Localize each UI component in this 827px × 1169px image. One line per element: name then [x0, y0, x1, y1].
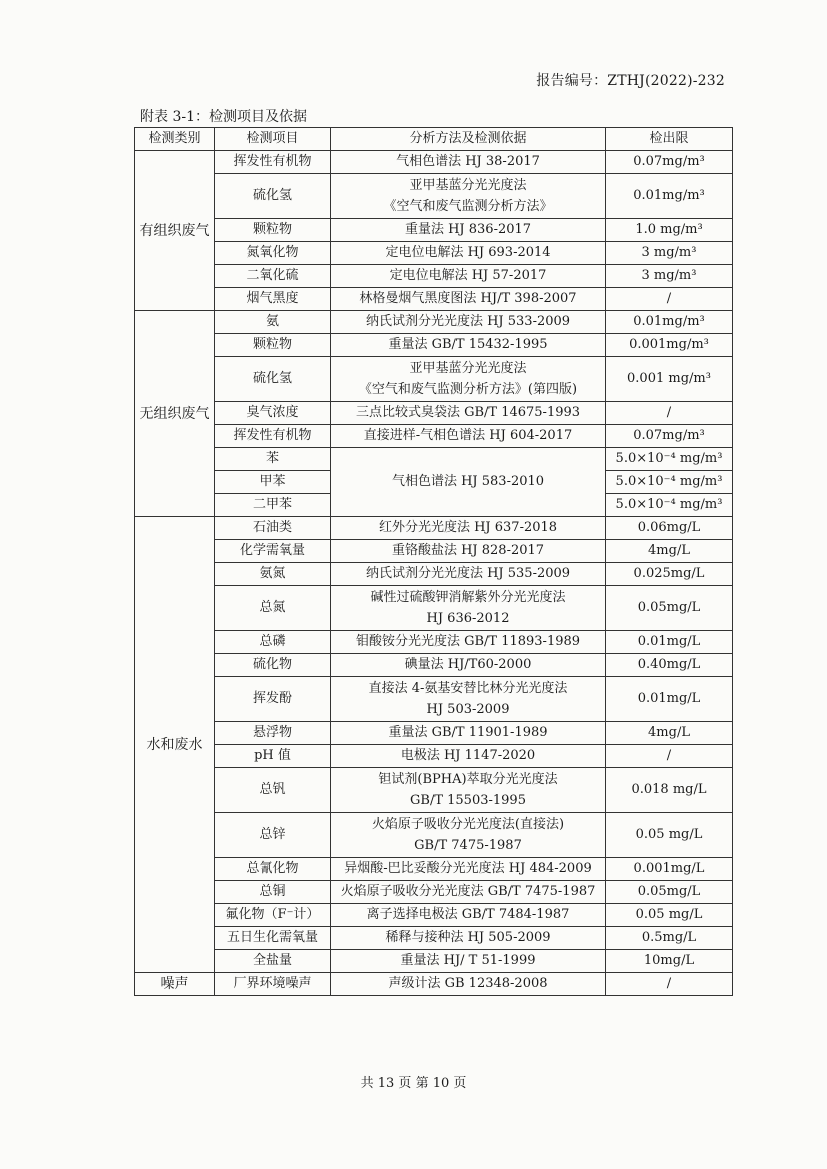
- limit-cell: 0.05 mg/L: [606, 813, 733, 858]
- limit-cell: /: [606, 745, 733, 768]
- table-row: [135, 402, 733, 425]
- item-cell: 总氰化物: [215, 858, 331, 881]
- category-cell: 噪声: [135, 973, 215, 996]
- page-footer: 共 13 页 第 10 页: [360, 1076, 467, 1091]
- table-row: [135, 881, 733, 904]
- method-line: 亚甲基蓝分光光度法: [409, 361, 527, 376]
- method-cell: 定电位电解法 HJ 57-2017: [331, 265, 606, 288]
- table-row: [135, 768, 733, 813]
- table-row: [135, 927, 733, 950]
- table-row: [135, 950, 733, 973]
- header-item: 检测项目: [215, 128, 331, 151]
- table-row: [135, 311, 733, 334]
- method-cell: 稀释与接种法 HJ 505-2009: [331, 927, 606, 950]
- method-cell: 纳氏试剂分光光度法 HJ 535-2009: [331, 563, 606, 586]
- method-cell: 纳氏试剂分光光度法 HJ 533-2009: [331, 311, 606, 334]
- header-method: 分析方法及检测依据: [331, 128, 606, 151]
- limit-cell: 10mg/L: [606, 950, 733, 973]
- item-cell: 厂界环境噪声: [215, 973, 331, 996]
- table-row: [135, 722, 733, 745]
- table-row: [135, 563, 733, 586]
- limit-cell: 4mg/L: [606, 540, 733, 563]
- table-row: [135, 858, 733, 881]
- limit-cell: 3 mg/m³: [606, 242, 733, 265]
- item-cell: 氨氮: [215, 563, 331, 586]
- item-cell: 颗粒物: [215, 334, 331, 357]
- method-cell: 重量法 HJ/ T 51-1999: [331, 950, 606, 973]
- item-cell: 挥发性有机物: [215, 425, 331, 448]
- method-cell: 红外分光光度法 HJ 637-2018: [331, 517, 606, 540]
- item-cell: 硫化氢: [215, 174, 331, 219]
- item-cell: 挥发酚: [215, 677, 331, 722]
- table-header-row: [135, 128, 733, 151]
- detection-table: [134, 127, 733, 996]
- method-cell: 重量法 GB/T 11901-1989: [331, 722, 606, 745]
- item-cell: 化学需氧量: [215, 540, 331, 563]
- item-cell: 苯: [215, 448, 331, 471]
- table-row: [135, 288, 733, 311]
- method-cell: 电极法 HJ 1147-2020: [331, 745, 606, 768]
- method-line: 火焰原子吸收分光光度法(直接法): [371, 817, 565, 832]
- item-cell: 颗粒物: [215, 219, 331, 242]
- limit-cell: 0.001mg/L: [606, 858, 733, 881]
- limit-cell: 0.40mg/L: [606, 654, 733, 677]
- item-cell: 氮氧化物: [215, 242, 331, 265]
- table-row: [135, 242, 733, 265]
- table-row: [135, 904, 733, 927]
- limit-cell: 0.5mg/L: [606, 927, 733, 950]
- table-row: [135, 540, 733, 563]
- limit-cell: 0.07mg/m³: [606, 425, 733, 448]
- item-cell: 总铜: [215, 881, 331, 904]
- item-cell: 硫化氢: [215, 357, 331, 402]
- table-row: [135, 586, 733, 631]
- item-cell: 硫化物: [215, 654, 331, 677]
- category-cell: 有组织废气: [135, 151, 215, 311]
- table-row: [135, 425, 733, 448]
- method-cell: 异烟酸-巴比妥酸分光光度法 HJ 484-2009: [331, 858, 606, 881]
- limit-cell: 0.06mg/L: [606, 517, 733, 540]
- limit-cell: /: [606, 288, 733, 311]
- limit-cell: 0.001mg/m³: [606, 334, 733, 357]
- method-line: 《空气和废气监测分析方法》(第四版): [358, 382, 578, 397]
- limit-cell: 0.01mg/m³: [606, 311, 733, 334]
- limit-cell: 3 mg/m³: [606, 265, 733, 288]
- method-cell: 重量法 HJ 836-2017: [331, 219, 606, 242]
- category-cell: 无组织废气: [135, 311, 215, 517]
- method-cell: 气相色谱法 HJ 583-2010: [331, 448, 606, 517]
- method-line: HJ 503-2009: [426, 702, 510, 717]
- method-line: GB/T 7475-1987: [414, 838, 522, 853]
- item-cell: 挥发性有机物: [215, 151, 331, 174]
- method-cell: 三点比较式臭袋法 GB/T 14675-1993: [331, 402, 606, 425]
- method-line: GB/T 15503-1995: [410, 793, 526, 808]
- item-cell: 二甲苯: [215, 494, 331, 517]
- table-title: 附表 3-1：检测项目及依据: [140, 109, 307, 125]
- method-cell: 重量法 GB/T 15432-1995: [331, 334, 606, 357]
- limit-cell: 0.025mg/L: [606, 563, 733, 586]
- method-cell: 钼酸铵分光光度法 GB/T 11893-1989: [331, 631, 606, 654]
- limit-cell: 0.01mg/L: [606, 631, 733, 654]
- table-row: [135, 151, 733, 174]
- table-row: [135, 357, 733, 402]
- method-cell: 声级计法 GB 12348-2008: [331, 973, 606, 996]
- limit-cell: 0.001 mg/m³: [606, 357, 733, 402]
- limit-cell: 5.0×10⁻⁴ mg/m³: [606, 494, 733, 517]
- header-category: 检测类别: [135, 128, 215, 151]
- item-cell: 总氮: [215, 586, 331, 631]
- table-row: [135, 219, 733, 242]
- method-line: 钽试剂(BPHA)萃取分光光度法: [378, 772, 558, 787]
- method-cell: 离子选择电极法 GB/T 7484-1987: [331, 904, 606, 927]
- limit-cell: 0.018 mg/L: [606, 768, 733, 813]
- method-line: 亚甲基蓝分光光度法: [409, 178, 527, 193]
- limit-cell: 1.0 mg/m³: [606, 219, 733, 242]
- table-row: [135, 448, 733, 471]
- item-cell: 总磷: [215, 631, 331, 654]
- item-cell: 甲苯: [215, 471, 331, 494]
- method-cell: 重铬酸盐法 HJ 828-2017: [331, 540, 606, 563]
- limit-cell: /: [606, 402, 733, 425]
- method-cell: 火焰原子吸收分光光度法 GB/T 7475-1987: [331, 881, 606, 904]
- limit-cell: 0.05mg/L: [606, 586, 733, 631]
- limit-cell: 5.0×10⁻⁴ mg/m³: [606, 448, 733, 471]
- report-number: 报告编号：ZTHJ(2022)-232: [536, 73, 725, 89]
- item-cell: 总锌: [215, 813, 331, 858]
- method-line: 碱性过硫酸钾消解紫外分光光度法: [370, 590, 566, 605]
- method-cell: [331, 586, 606, 631]
- header-limit: 检出限: [606, 128, 733, 151]
- item-cell: 烟气黑度: [215, 288, 331, 311]
- item-cell: 总钒: [215, 768, 331, 813]
- method-cell: [331, 174, 606, 219]
- table-row: [135, 265, 733, 288]
- method-cell: [331, 813, 606, 858]
- method-cell: 定电位电解法 HJ 693-2014: [331, 242, 606, 265]
- table-row: [135, 677, 733, 722]
- item-cell: pH 值: [215, 745, 331, 768]
- table-row: [135, 654, 733, 677]
- item-cell: 石油类: [215, 517, 331, 540]
- limit-cell: 0.01mg/m³: [606, 174, 733, 219]
- method-cell: 碘量法 HJ/T60-2000: [331, 654, 606, 677]
- table-row: [135, 813, 733, 858]
- item-cell: 五日生化需氧量: [215, 927, 331, 950]
- item-cell: 悬浮物: [215, 722, 331, 745]
- table-row: [135, 174, 733, 219]
- item-cell: 氟化物（F⁻计）: [215, 904, 331, 927]
- item-cell: 臭气浓度: [215, 402, 331, 425]
- method-line: HJ 636-2012: [426, 611, 510, 626]
- limit-cell: 0.05 mg/L: [606, 904, 733, 927]
- table-row: [135, 745, 733, 768]
- table-row: [135, 334, 733, 357]
- limit-cell: 0.01mg/L: [606, 677, 733, 722]
- limit-cell: 0.05mg/L: [606, 881, 733, 904]
- table-body: [135, 151, 733, 996]
- item-cell: 氨: [215, 311, 331, 334]
- item-cell: 二氧化硫: [215, 265, 331, 288]
- method-cell: [331, 768, 606, 813]
- method-line: 《空气和废气监测分析方法》: [383, 199, 553, 214]
- method-cell: [331, 677, 606, 722]
- table-row: [135, 973, 733, 996]
- method-cell: 直接进样-气相色谱法 HJ 604-2017: [331, 425, 606, 448]
- item-cell: 全盐量: [215, 950, 331, 973]
- method-cell: [331, 357, 606, 402]
- limit-cell: /: [606, 973, 733, 996]
- limit-cell: 0.07mg/m³: [606, 151, 733, 174]
- limit-cell: 4mg/L: [606, 722, 733, 745]
- table-row: [135, 631, 733, 654]
- method-cell: 林格曼烟气黑度图法 HJ/T 398-2007: [331, 288, 606, 311]
- limit-cell: 5.0×10⁻⁴ mg/m³: [606, 471, 733, 494]
- category-cell: 水和废水: [135, 517, 215, 973]
- method-cell: 气相色谱法 HJ 38-2017: [331, 151, 606, 174]
- method-line: 直接法 4-氨基安替比林分光光度法: [368, 681, 568, 696]
- table-row: [135, 517, 733, 540]
